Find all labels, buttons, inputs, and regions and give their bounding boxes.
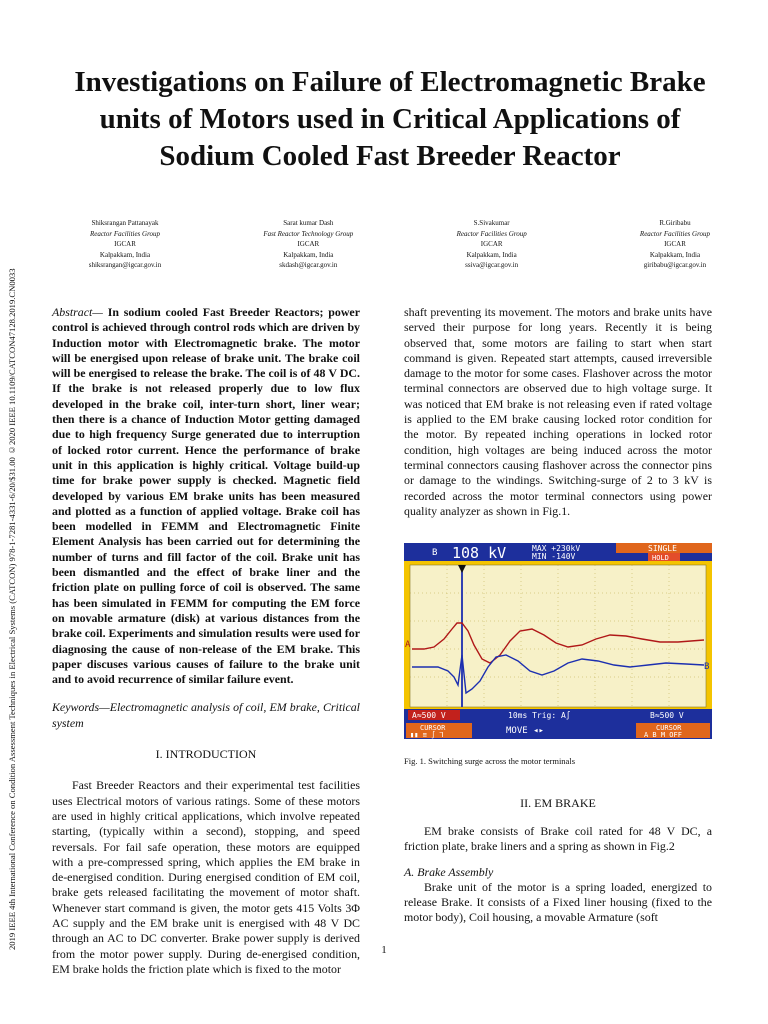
intro-paragraph-continued: shaft preventing its movement. The motors and brake units have served their purpose for long years. Recently it is being observed that, some motors are failing to start when start command is given. Repeated start attempts, caused irreversible damage to the motor for some cases. Flashover across the motor terminal connectors are observed due to high voltage surge. It was noticed that EM brake is not releasing even if rated voltage is applied to the EM brake causing locked rotor condition for the motor. By repeated inching operations in locked rotor condition, high voltages are being induced across the motor terminal connectors causing flashover across the connector pins or damage to the windings. Switching-surge of 2 to 3 kV is recorded across the motor terminal connectors using power quality analyzer as shown in Fig.1. <box>404 305 712 518</box>
oscilloscope-figure <box>404 543 712 739</box>
voltage-reading: 108 kV <box>452 544 507 562</box>
timebase-trigger: 10ms Trig: A∫ <box>508 711 571 720</box>
hold-label: HOLD <box>652 554 669 562</box>
cursor-mode-options: ▮▮ ≡ ∫ ⅂ <box>410 731 444 739</box>
trace-b-marker: B <box>704 662 710 672</box>
author-group: Reactor Facilities Group <box>89 229 161 238</box>
author-name: S.Sivakumar <box>473 219 510 227</box>
author-name: Shiksrangan Pattanayak <box>91 219 159 227</box>
max-reading: MAX +230kV <box>532 544 581 553</box>
author-1 <box>50 218 200 271</box>
author-group: Reactor Facilities Group <box>456 229 527 238</box>
author-email[interactable]: shiksrangan@igcar.gov.in <box>88 261 162 269</box>
subsection-heading-brake-assembly: A. Brake Assembly <box>404 864 494 879</box>
conference-sidebar: 2019 IEEE 4th International Conference on Condition Assessment Techniques in Electrical Systems (CATCON) 978-1-7281-4331-6/20/$31.00 ©2020 IEEE 10.1109/CATCON47128.2019.CN0033 <box>7 268 17 950</box>
author-org: IGCAR <box>297 240 320 248</box>
author-3 <box>417 218 567 271</box>
section-heading-introduction: I. INTRODUCTION <box>155 747 257 762</box>
author-block <box>50 218 750 271</box>
author-group: Reactor Facilities Group <box>639 229 711 238</box>
cursor-channel-options: A B M OFF <box>644 731 682 739</box>
paper-title: Investigations on Failure of Electromagnetic Brake units of Motors used in Critical Applications of Sodium Cooled Fast Breeder Reactor <box>74 66 706 172</box>
min-reading: MIN -140V <box>532 552 576 561</box>
author-place: Kalpakkam, India <box>99 250 151 259</box>
author-name: Sarat kumar Dash <box>283 219 334 227</box>
author-org: IGCAR <box>480 240 503 248</box>
abstract-label: Abstract— <box>52 305 103 319</box>
author-name: R.Giribabu <box>659 219 691 227</box>
author-place: Kalpakkam, India <box>283 250 334 259</box>
move-softkey[interactable]: MOVE ◂▸ <box>506 726 544 736</box>
em-brake-section <box>404 824 712 926</box>
channel-b-scale: B≈500 V <box>650 711 684 720</box>
right-column <box>404 305 712 519</box>
page-number: 1 <box>381 944 387 956</box>
author-email[interactable]: ssiva@igcar.gov.in <box>465 261 519 269</box>
abstract <box>52 305 360 687</box>
author-place: Kalpakkam, India <box>466 250 517 259</box>
oscilloscope-screen <box>404 543 712 739</box>
author-group: Fast Reactor Technology Group <box>263 229 354 238</box>
cursor-softkey-2[interactable]: CURSOR <box>656 724 682 732</box>
author-email[interactable]: skdash@igcar.gov.in <box>279 261 338 269</box>
brake-assembly-paragraph: Brake unit of the motor is a spring loaded, energized to release Brake. It consists of a Fixed liner housing (fixed to the motor body), Coil housing, a movable Armature (soft <box>404 879 712 925</box>
intro-paragraph: Fast Breeder Reactors and their experimental test facilities uses Electrical motors of various ratings. Some of these motors are used in highly critical applications, which involve repeated starting, (typically within a second), stopping, and speed reversals. For fail safe operation, these motors are equipped with a pre-compressed spring, which applies the EM brake in de-energised condition. During energised condition of EM coil, brake gets released facilitating the movement of motor shaft. Whenever start command is given, the motor gets 415 Volts 3Φ AC supply and the EM brake unit is energised with 48 V DC through an AC to DC converter. Brake power supply is derived from the motor power supply. During de-energised condition, EM brake holds the friction plate which is fixed to the motor <box>52 778 360 976</box>
author-org: IGCAR <box>664 240 686 248</box>
author-4 <box>600 218 750 271</box>
author-2 <box>233 218 383 271</box>
abstract-text: In sodium cooled Fast Breeder Reactors; power control is achieved through control rods which are driven by Induction motor with Electromagnetic brake. The motor will be energised upon release of brake unit. The brake coil will be energised to release the brake. The coil is of 48 V DC. If the brake is not released properly due to low flux developed in the brake coil, inter-turn short, liner wear; then there is a chance of Induction Motor getting damaged due to high frequency Surge generated due to interruption of locked rotor current. Hence the performance of brake unit in this application is highly critical. Voltage build-up time for brake power supply is checked. Magnetic field developed by various EM brake units has been measured and plotted as a function of applied voltage. Brake coil has been modelled in FEMM and Electromagnetic Finite Element Analysis has been carried out for determining the number of turns and fill factor of the coil. Brake unit has been dismantled and the effect of brake liner and the friction plate on pulling force of coil is observed. The same has been simulated in FEMM for computing the EM force on movable armature (disk) at various distances from the brake coil. Experiments and simulation results were used for diagnosing the cause of non-release of the EM brake. This paper discuses various causes of failure to the brake unit and to avoid recurrence of similar failure event. <box>52 305 360 687</box>
author-org: IGCAR <box>114 240 136 248</box>
left-column <box>52 305 360 977</box>
author-place: Kalpakkam, India <box>649 250 701 259</box>
single-mode-label: SINGLE <box>648 544 677 553</box>
trace-a-marker: A <box>405 640 411 650</box>
cursor-softkey-1[interactable]: CURSOR <box>420 724 446 732</box>
keywords: Keywords—Electromagnetic analysis of coil, EM brake, Critical system <box>52 700 360 730</box>
section-heading-em-brake: II. EM BRAKE <box>520 796 596 810</box>
channel-a-scale: A≈500 V <box>412 711 446 720</box>
em-brake-paragraph: EM brake consists of Brake coil rated for 48 V DC, a friction plate, brake liners and a spring as shown in Fig.2 <box>404 824 712 854</box>
author-email[interactable]: giribabu@igcar.gov.in <box>643 261 707 269</box>
channel-b-label: B <box>432 548 438 558</box>
figure-caption: Fig. 1. Switching surge across the motor terminals <box>404 756 576 766</box>
